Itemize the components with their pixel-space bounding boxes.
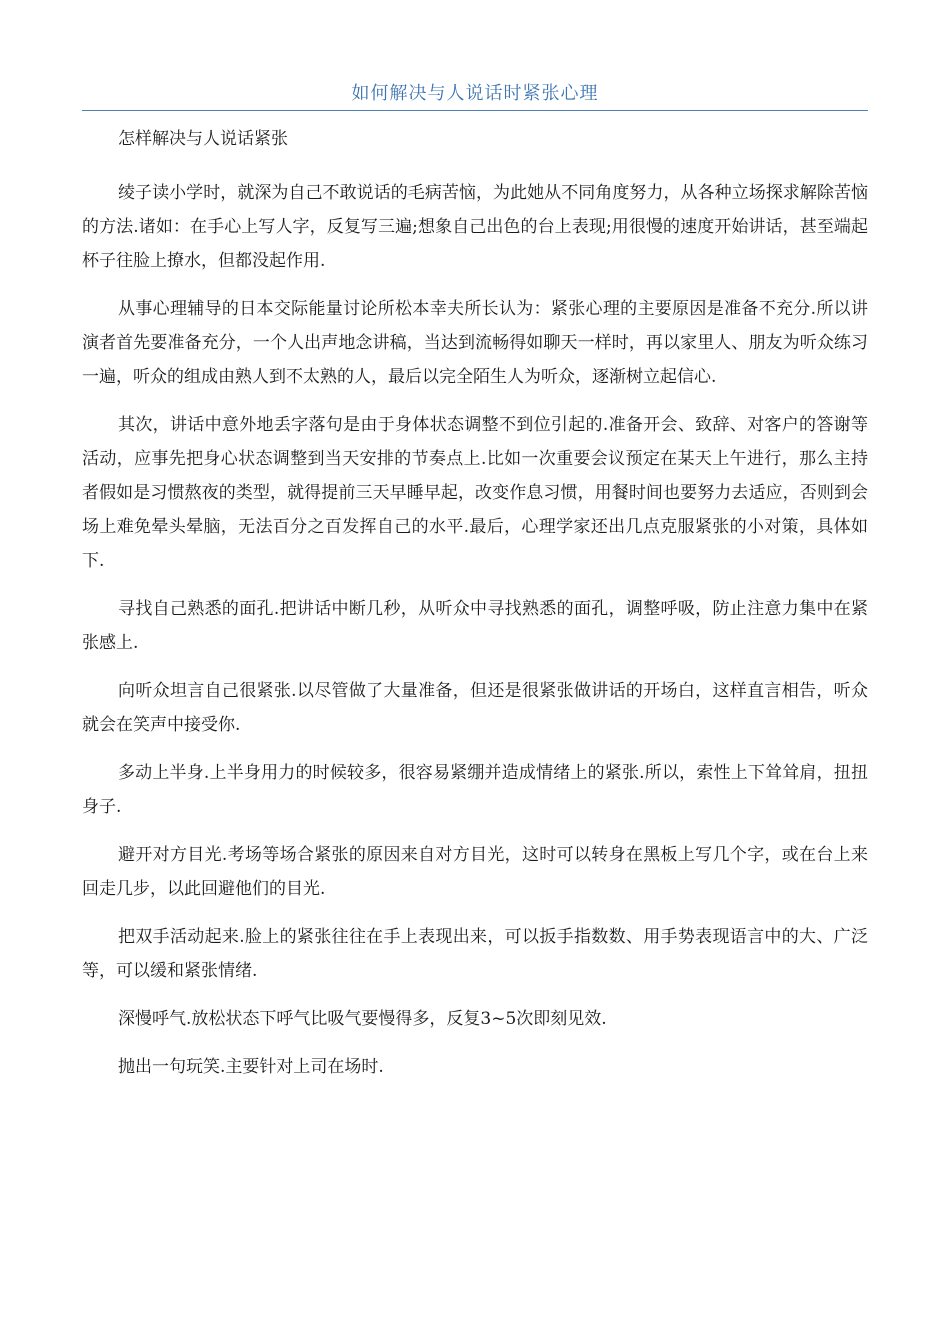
paragraph: 多动上半身.上半身用力的时候较多，很容易紧绷并造成情绪上的紧张.所以，索性上下耸耸肩，扭扭身子.: [82, 763, 868, 817]
document-subtitle: 怎样解决与人说话紧张: [118, 129, 288, 149]
paragraph: 绫子读小学时，就深为自己不敢说话的毛病苦恼，为此她从不同角度努力，从各种立场探求解除苦恼的方法.诸如：在手心上写人字，反复写三遍;想象自己出色的台上表现;用很慢的速度开始讲话，甚至端起杯子往脸上撩水，但都没起作用.: [82, 183, 868, 271]
paragraph: 避开对方目光.考场等场合紧张的原因来自对方目光，这时可以转身在黑板上写几个字，或在台上来回走几步，以此回避他们的目光.: [82, 845, 868, 899]
paragraph: 把双手活动起来.脸上的紧张往往在手上表现出来，可以扳手指数数、用手势表现语言中的大、广泛等，可以缓和紧张情绪.: [82, 927, 868, 981]
paragraph: 抛出一句玩笑.主要针对上司在场时.: [118, 1057, 384, 1077]
page-header: [82, 80, 868, 111]
paragraph: 寻找自己熟悉的面孔.把讲话中断几秒，从听众中寻找熟悉的面孔，调整呼吸，防止注意力集中在紧张感上.: [82, 599, 868, 653]
paragraph: 其次，讲话中意外地丢字落句是由于身体状态调整不到位引起的.准备开会、致辞、对客户的答谢等活动，应事先把身心状态调整到当天安排的节奏点上.比如一次重要会议预定在某天上午进行，那么主持者假如是习惯熬夜的类型，就得提前三天早睡早起，改变作息习惯，用餐时间也要努力去适应，否则到会场上难免晕头晕脑，无法百分之百发挥自己的水平.最后，心理学家还出几点克服紧张的小对策，具体如下.: [82, 415, 868, 571]
paragraph: 深慢呼气.放松状态下呼气比吸气要慢得多，反复3~5次即刻见效.: [118, 1009, 607, 1029]
header-title: 如何解决与人说话时紧张心理: [351, 83, 599, 104]
paragraph: 从事心理辅导的日本交际能量讨论所松本幸夫所长认为：紧张心理的主要原因是准备不充分.所以讲演者首先要准备充分，一个人出声地念讲稿，当达到流畅得如聊天一样时，再以家里人、朋友为听众练习一遍，听众的组成由熟人到不太熟的人，最后以完全陌生人为听众，逐渐树立起信心.: [82, 299, 868, 387]
paragraph: 向听众坦言自己很紧张.以尽管做了大量准备，但还是很紧张做讲话的开场白，这样直言相告，听众就会在笑声中接受你.: [82, 681, 868, 735]
document-body: [82, 122, 868, 1098]
